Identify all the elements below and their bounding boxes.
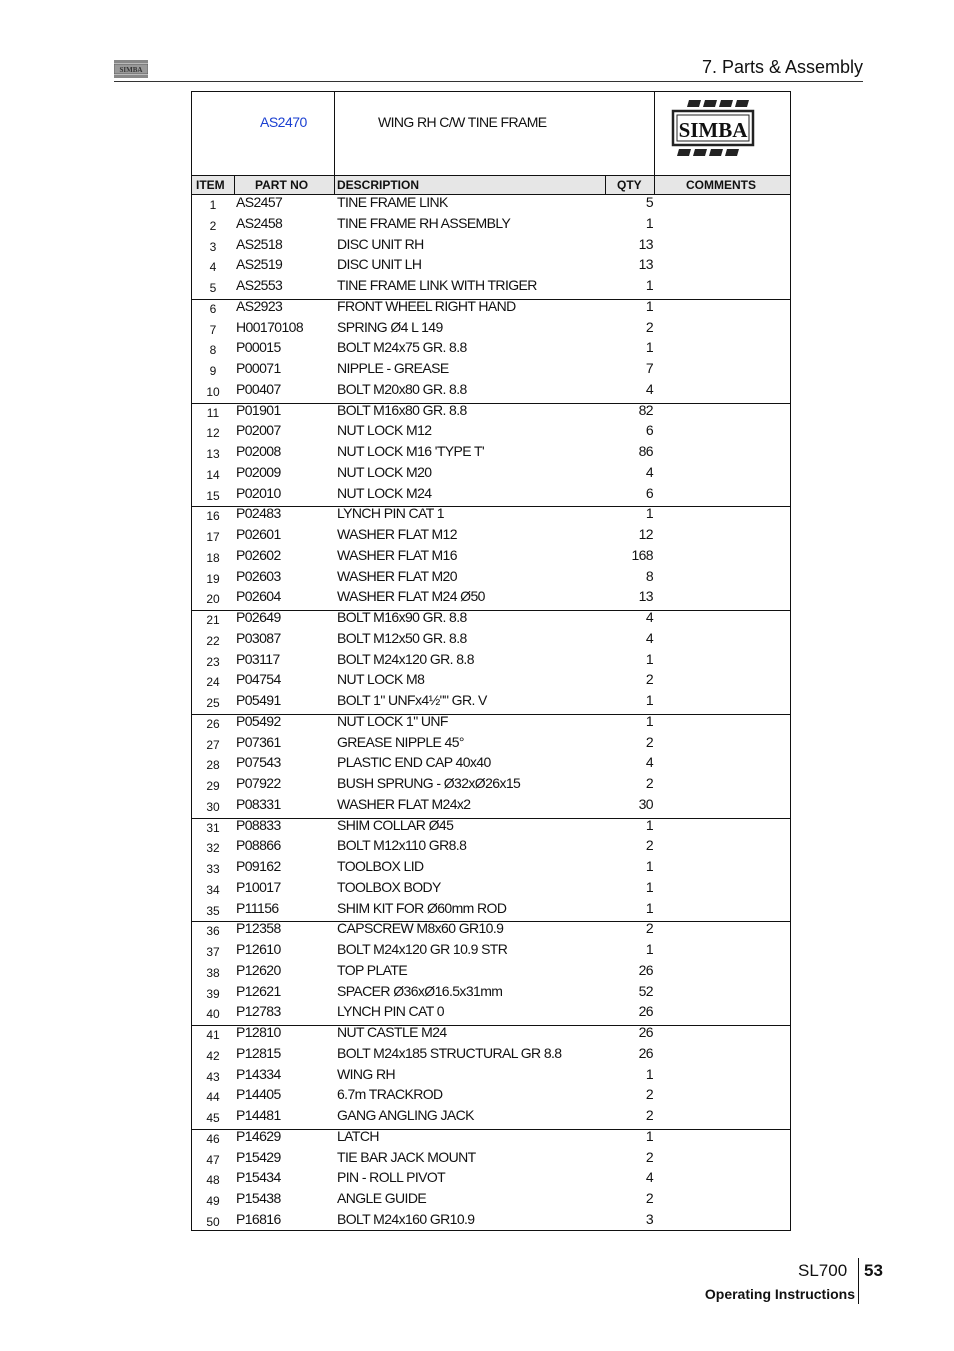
quantity: 1 (645, 1065, 653, 1082)
table-row (192, 505, 790, 526)
table-row (192, 339, 790, 360)
quantity: 82 (638, 401, 653, 418)
part-number: P05491 (236, 692, 281, 708)
col-part-no: PART NO (255, 178, 309, 192)
table-row (192, 526, 790, 547)
part-description: BOLT M20x80 GR. 8.8 (337, 380, 467, 397)
footer-subtitle: Operating Instructions (704, 1286, 855, 1302)
table-row (192, 983, 790, 1004)
part-description: CAPSCREW M8x60 GR10.9 (337, 920, 504, 937)
quantity: 4 (645, 754, 653, 771)
table-row (192, 215, 790, 236)
part-description: TINE FRAME LINK (337, 194, 448, 210)
header-rule (114, 81, 863, 82)
section-title: 7. Parts & Assembly (701, 57, 863, 77)
quantity: 1 (645, 277, 653, 293)
item-number: 35 (206, 903, 220, 918)
part-number: P02008 (236, 443, 281, 459)
table-row (192, 194, 790, 215)
part-description: BOLT M16x80 GR. 8.8 (337, 401, 467, 418)
quantity: 26 (638, 1044, 653, 1061)
item-number: 8 (209, 343, 217, 358)
table-row (192, 1066, 790, 1087)
part-description: NUT LOCK 1" UNF (337, 712, 448, 729)
part-description: BOLT M12x110 GR8.8 (337, 837, 467, 854)
part-description: DISC UNIT LH (337, 256, 422, 273)
assembly-description: WING RH C/W TINE FRAME (378, 114, 547, 130)
table-row (192, 319, 790, 340)
part-number: AS2518 (236, 235, 283, 252)
part-number: H00170108 (236, 318, 303, 335)
part-number: P11156 (236, 899, 279, 916)
part-number: P02602 (236, 546, 281, 563)
quantity: 12 (638, 526, 653, 542)
quantity: 2 (645, 1190, 653, 1206)
part-description: SPRING Ø4 L 149 (337, 318, 443, 335)
part-description: PLASTIC END CAP 40x40 (337, 754, 491, 771)
item-number: 6 (209, 301, 217, 316)
part-number: AS2519 (236, 256, 283, 273)
item-number: 9 (209, 364, 217, 378)
quantity: 1 (645, 899, 653, 916)
part-description: NIPPLE - GREASE (337, 360, 449, 376)
quantity: 86 (638, 443, 653, 459)
part-description: BOLT M24x185 STRUCTURAL GR 8.8 (337, 1044, 562, 1061)
quantity: 7 (645, 360, 653, 376)
table-row (192, 651, 790, 672)
quantity: 4 (645, 380, 653, 397)
item-number: 4 (209, 260, 217, 275)
part-description: BOLT M24x120 GR. 8.8 (337, 650, 474, 667)
table-row (192, 900, 790, 921)
part-number: P02603 (236, 567, 281, 584)
quantity: 1 (645, 941, 653, 957)
part-description: BOLT 1" UNFx4½"" GR. V (337, 692, 487, 708)
item-number: 27 (206, 737, 220, 752)
part-description: SPACER Ø36xØ16.5x31mm (337, 982, 503, 999)
part-number: P15434 (236, 1169, 281, 1186)
table-row (192, 775, 790, 796)
col-description: DESCRIPTION (337, 178, 420, 192)
item-number: 3 (209, 239, 217, 254)
quantity: 2 (645, 837, 653, 854)
part-description: WASHER FLAT M24x2 (337, 795, 471, 812)
part-number: P12610 (236, 941, 281, 957)
part-number: P15429 (236, 1148, 281, 1165)
table-row (192, 236, 790, 257)
quantity: 1 (645, 878, 653, 895)
quantity: 26 (638, 1003, 653, 1020)
item-number: 23 (206, 654, 220, 669)
part-description: BUSH SPRUNG - Ø32xØ26x15 (337, 775, 521, 791)
item-number: 32 (206, 841, 220, 856)
part-description: WASHER FLAT M12 (337, 526, 457, 542)
table-row (192, 1086, 790, 1107)
quantity: 1 (645, 858, 653, 874)
item-number: 46 (206, 1131, 220, 1146)
quantity: 2 (645, 1086, 653, 1103)
table-row (192, 713, 790, 734)
simba-small-logo (114, 60, 148, 78)
quantity: 13 (638, 235, 653, 252)
part-description: NUT CASTLE M24 (337, 1024, 447, 1040)
table-row (192, 588, 790, 609)
item-number: 1 (209, 198, 217, 212)
part-number: P02604 (236, 588, 281, 605)
part-number: P09162 (236, 858, 281, 874)
part-description: NUT LOCK M8 (337, 671, 425, 688)
item-number: 47 (206, 1152, 220, 1167)
table-row (192, 1211, 790, 1232)
assembly-divider-2 (654, 92, 655, 175)
part-number: AS2923 (236, 297, 283, 314)
item-number: 10 (206, 384, 220, 399)
item-number: 24 (206, 675, 220, 690)
table-row (192, 464, 790, 485)
part-description: 6.7m TRACKROD (337, 1086, 443, 1103)
item-number: 14 (206, 467, 220, 482)
part-description: NUT LOCK M24 (337, 484, 432, 501)
part-description: SHIM KIT FOR Ø60mm ROD (337, 899, 507, 916)
part-description: GREASE NIPPLE 45° (337, 733, 464, 750)
quantity: 3 (645, 1210, 653, 1227)
item-number: 45 (206, 1111, 220, 1125)
table-row (192, 298, 790, 319)
item-number: 30 (206, 799, 220, 814)
quantity: 26 (638, 1024, 653, 1040)
quantity: 6 (645, 484, 653, 501)
table-row (192, 920, 790, 941)
quantity: 13 (638, 588, 653, 605)
part-number: P08331 (236, 795, 281, 812)
model-name: SL700 (798, 1261, 848, 1280)
part-description: FRONT WHEEL RIGHT HAND (337, 297, 516, 314)
table-row (192, 1169, 790, 1190)
column-header-row (192, 175, 790, 195)
quantity: 1 (645, 214, 653, 231)
logo-text: SIMBA (678, 118, 748, 142)
quantity: 1 (645, 816, 653, 833)
part-number: P02649 (236, 609, 281, 625)
item-number: 13 (206, 447, 220, 461)
item-number: 33 (206, 862, 220, 876)
table-row (192, 1024, 790, 1045)
table-row (192, 277, 790, 298)
item-number: 2 (209, 218, 217, 233)
table-row (192, 858, 790, 879)
part-number: P12358 (236, 920, 281, 937)
part-number: P08866 (236, 837, 281, 854)
table-row (192, 1128, 790, 1149)
part-number: P00015 (236, 339, 281, 356)
part-number: P08833 (236, 816, 281, 833)
part-description: BOLT M24x160 GR10.9 (337, 1210, 475, 1227)
part-number: P04754 (236, 671, 281, 688)
table-row (192, 754, 790, 775)
item-number: 21 (206, 613, 220, 627)
quantity: 1 (645, 297, 653, 314)
part-description: ANGLE GUIDE (337, 1190, 427, 1206)
part-description: WASHER FLAT M24 Ø50 (337, 588, 485, 605)
item-number: 41 (206, 1028, 220, 1042)
item-number: 11 (206, 405, 220, 420)
part-description: TOOLBOX BODY (337, 878, 441, 895)
part-number: P12810 (236, 1024, 281, 1040)
quantity: 5 (645, 194, 653, 210)
table-row (192, 422, 790, 443)
part-description: TINE FRAME LINK WITH TRIGER (337, 277, 537, 293)
table-row (192, 1149, 790, 1170)
item-number: 36 (206, 924, 220, 939)
quantity: 1 (645, 505, 653, 522)
table-row (192, 1107, 790, 1128)
table-row (192, 837, 790, 858)
item-number: 12 (206, 426, 220, 441)
quantity: 2 (645, 920, 653, 937)
table-row (192, 360, 790, 381)
part-number: P14405 (236, 1086, 281, 1103)
part-number: P14334 (236, 1065, 281, 1082)
quantity: 52 (638, 982, 653, 999)
quantity: 4 (645, 1169, 653, 1186)
part-number: P03087 (236, 629, 281, 646)
quantity: 2 (645, 1148, 653, 1165)
part-description: LATCH (337, 1127, 379, 1144)
part-description: BOLT M16x90 GR. 8.8 (337, 609, 467, 625)
page-number: 53 (864, 1261, 883, 1280)
part-description: WING RH (337, 1065, 396, 1082)
part-description: LYNCH PIN CAT 1 (337, 505, 444, 522)
simba-logo (671, 100, 757, 162)
table-row (192, 256, 790, 277)
part-number: P02601 (236, 526, 281, 542)
part-description: TIE BAR JACK MOUNT (337, 1148, 476, 1165)
part-description: SHIM COLLAR Ø45 (337, 816, 454, 833)
part-number: P12815 (236, 1044, 281, 1061)
col-comments: COMMENTS (686, 178, 756, 192)
footer-divider (858, 1258, 859, 1304)
table-row (192, 402, 790, 423)
item-number: 25 (206, 696, 220, 710)
item-number: 19 (206, 571, 220, 586)
quantity: 1 (645, 692, 653, 708)
table-row (192, 796, 790, 817)
quantity: 1 (645, 339, 653, 356)
assembly-divider-1 (334, 92, 335, 175)
item-number: 29 (206, 779, 220, 793)
assembly-header (192, 92, 790, 175)
quantity: 1 (645, 650, 653, 667)
part-description: PIN - ROLL PIVOT (337, 1169, 446, 1186)
table-row (192, 734, 790, 755)
part-number: P12620 (236, 961, 281, 978)
small-logo-text: SIMBA (119, 66, 143, 74)
quantity: 1 (645, 712, 653, 729)
part-number: P14481 (236, 1107, 281, 1123)
quantity: 2 (645, 1107, 653, 1123)
table-row (192, 671, 790, 692)
quantity: 6 (645, 422, 653, 439)
item-number: 15 (206, 488, 220, 503)
part-number: P16816 (236, 1210, 281, 1227)
col-sep (605, 176, 606, 195)
table-row (192, 692, 790, 713)
part-number: P07543 (236, 754, 281, 771)
quantity: 26 (638, 961, 653, 978)
part-description: BOLT M24x75 GR. 8.8 (337, 339, 467, 356)
item-number: 28 (206, 758, 220, 773)
table-row (192, 817, 790, 838)
part-description: TINE FRAME RH ASSEMBLY (337, 214, 511, 231)
table-row (192, 568, 790, 589)
item-number: 44 (206, 1090, 220, 1105)
quantity: 168 (631, 546, 653, 563)
table-row (192, 381, 790, 402)
part-number: P01901 (236, 401, 281, 418)
parts-sheet (191, 91, 791, 1231)
quantity: 13 (638, 256, 653, 273)
item-number: 34 (206, 882, 220, 897)
part-description: BOLT M12x50 GR. 8.8 (337, 629, 467, 646)
part-description: NUT LOCK M20 (337, 463, 432, 480)
table-row (192, 443, 790, 464)
part-number: P12621 (236, 982, 281, 999)
part-number: P10017 (236, 878, 281, 895)
part-description: LYNCH PIN CAT 0 (337, 1003, 444, 1020)
part-number: P02009 (236, 463, 281, 480)
item-number: 49 (206, 1194, 220, 1208)
part-description: WASHER FLAT M16 (337, 546, 457, 563)
part-number: P02007 (236, 422, 281, 439)
item-number: 20 (206, 592, 220, 607)
item-number: 26 (206, 716, 220, 731)
part-number: P03117 (236, 650, 280, 667)
part-number: P02010 (236, 484, 281, 501)
item-number: 7 (209, 322, 217, 337)
table-row (192, 547, 790, 568)
table-row (192, 962, 790, 983)
col-item: ITEM (196, 178, 225, 192)
part-description: NUT LOCK M16 'TYPE T' (337, 443, 485, 459)
item-number: 42 (206, 1048, 220, 1063)
item-number: 22 (206, 633, 220, 648)
part-description: DISC UNIT RH (337, 235, 424, 252)
table-row (192, 1003, 790, 1024)
part-number: P00071 (236, 360, 281, 376)
table-row (192, 630, 790, 651)
item-number: 5 (209, 281, 217, 295)
table-row (192, 941, 790, 962)
part-number: P00407 (236, 380, 281, 397)
quantity: 30 (638, 795, 653, 812)
part-description: TOOLBOX LID (337, 858, 424, 874)
quantity: 4 (645, 463, 653, 480)
quantity: 1 (645, 1127, 653, 1144)
part-number: AS2553 (236, 277, 283, 293)
table-row (192, 485, 790, 506)
part-number: P05492 (236, 712, 281, 729)
table-row (192, 1190, 790, 1211)
item-number: 18 (206, 550, 220, 565)
part-number: P14629 (236, 1127, 281, 1144)
part-description: WASHER FLAT M20 (337, 567, 457, 584)
part-number: AS2457 (236, 194, 283, 210)
item-number: 48 (206, 1173, 220, 1188)
quantity: 2 (645, 671, 653, 688)
item-number: 37 (206, 945, 220, 959)
assembly-part-number[interactable]: AS2470 (260, 114, 307, 130)
quantity: 2 (645, 775, 653, 791)
part-number: AS2458 (236, 214, 283, 231)
quantity: 2 (645, 733, 653, 750)
col-sep (234, 176, 235, 195)
part-description: TOP PLATE (337, 961, 408, 978)
item-number: 17 (206, 530, 220, 544)
col-qty: QTY (617, 178, 642, 192)
part-number: P02483 (236, 505, 281, 522)
table-row (192, 1045, 790, 1066)
part-description: BOLT M24x120 GR 10.9 STR (337, 941, 508, 957)
part-number: P07361 (236, 733, 281, 750)
table-row (192, 879, 790, 900)
quantity: 2 (645, 318, 653, 335)
part-description: NUT LOCK M12 (337, 422, 432, 439)
item-number: 16 (206, 509, 220, 524)
item-number: 40 (206, 1007, 220, 1022)
item-number: 39 (206, 986, 220, 1001)
part-number: P15438 (236, 1190, 281, 1206)
quantity: 4 (645, 609, 653, 625)
quantity: 8 (645, 567, 653, 584)
item-number: 38 (206, 965, 220, 980)
col-sep (654, 176, 655, 195)
part-description: GANG ANGLING JACK (337, 1107, 474, 1123)
quantity: 4 (645, 629, 653, 646)
item-number: 50 (206, 1214, 220, 1229)
table-row (192, 609, 790, 630)
item-number: 31 (206, 820, 220, 835)
part-number: P12783 (236, 1003, 281, 1020)
part-number: P07922 (236, 775, 281, 791)
col-sep (334, 176, 335, 195)
item-number: 43 (206, 1069, 220, 1084)
